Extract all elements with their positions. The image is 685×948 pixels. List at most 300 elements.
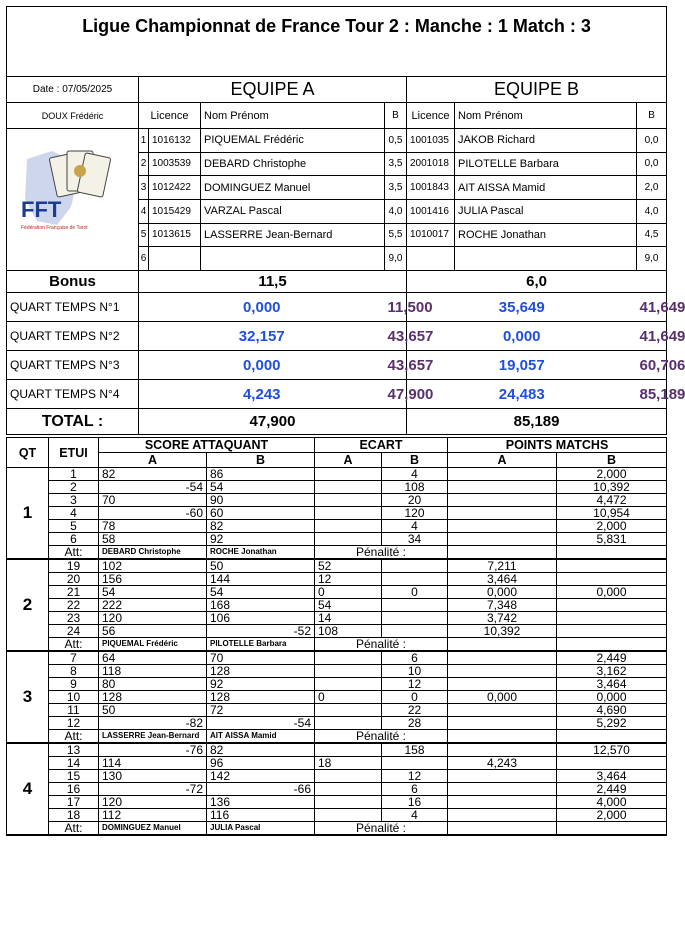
attacker-row: [7, 730, 667, 744]
ecart-b: [382, 559, 448, 573]
ecart-a: [315, 494, 382, 507]
score-a: 54: [99, 586, 207, 599]
team-a-quarter-points: 0,000: [139, 351, 385, 380]
game-row: [7, 704, 667, 717]
qt-header: QT: [7, 438, 49, 468]
ecart-a: 0: [315, 586, 382, 599]
points-b: 4,472: [557, 494, 667, 507]
attacker-row: [7, 638, 667, 652]
game-row: [7, 520, 667, 533]
score-b: 92: [207, 678, 315, 691]
etui-number: 5: [49, 520, 99, 533]
points-b: 2,449: [557, 783, 667, 796]
game-row: [7, 796, 667, 809]
attacker-row: [7, 822, 667, 836]
game-row: [7, 757, 667, 770]
etui-number: 1: [49, 468, 99, 481]
penalite-a: [448, 730, 557, 744]
team-a-quarter-cumulative: 43,657: [385, 351, 407, 380]
points-a: [448, 678, 557, 691]
team-b-player-licence: 1001843: [407, 176, 455, 200]
team-b-player-name: [455, 247, 637, 271]
points-b: 2,000: [557, 520, 667, 533]
game-row: [7, 770, 667, 783]
score-b: 144: [207, 573, 315, 586]
score-b: 60: [207, 507, 315, 520]
team-a-player-number: 6: [139, 247, 149, 271]
points-a: 0,000: [448, 691, 557, 704]
game-row: [7, 691, 667, 704]
score-sheet: [6, 6, 685, 836]
team-b-player-bonus: 0,0: [637, 152, 667, 176]
bonus-label: Bonus: [7, 271, 139, 293]
quarter-label: QUART TEMPS N°3: [7, 351, 139, 380]
score-b: 50: [207, 559, 315, 573]
penalite-label: Pénalité :: [315, 822, 448, 836]
ecart-b: 158: [382, 743, 448, 757]
etui-number: 14: [49, 757, 99, 770]
team-b-player-name: AIT AISSA Mamid: [455, 176, 637, 200]
score-b: 86: [207, 468, 315, 481]
penalite-a: [448, 822, 557, 836]
team-a-player-bonus: 3,5: [385, 176, 407, 200]
points-b: 3,162: [557, 665, 667, 678]
points-a: 3,464: [448, 573, 557, 586]
ecart-b: [382, 573, 448, 586]
points-a: 0,000: [448, 586, 557, 599]
match-date: Date : 07/05/2025: [7, 77, 139, 103]
score-a: 130: [99, 770, 207, 783]
card-figure-icon: [74, 165, 86, 177]
game-row: [7, 809, 667, 822]
game-row: [7, 612, 667, 625]
team-a-heading: EQUIPE A: [139, 77, 407, 103]
team-b-player-bonus: 4,5: [637, 223, 667, 247]
attacker-a: DEBARD Christophe: [99, 546, 207, 560]
score-a: -76: [99, 743, 207, 757]
team-a-quarter-points: 0,000: [139, 293, 385, 322]
team-b-quarter-cumulative: 41,649: [637, 293, 667, 322]
team-b-name-header: Nom Prénom: [455, 103, 637, 129]
team-a-quarter-cumulative: 11,500: [385, 293, 407, 322]
score-b: 82: [207, 743, 315, 757]
fft-letters: FFT: [21, 197, 62, 222]
team-a-total: 47,900: [139, 409, 407, 435]
points-a: [448, 481, 557, 494]
ecart-a: 52: [315, 559, 382, 573]
score-b: 168: [207, 599, 315, 612]
fft-logo: [7, 129, 139, 271]
points-a: [448, 494, 557, 507]
ecart-b: 4: [382, 809, 448, 822]
game-row: [7, 533, 667, 546]
ecart-b: 4: [382, 468, 448, 481]
points-b-header: B: [557, 453, 667, 468]
points-b: 12,570: [557, 743, 667, 757]
score-attaquant-header: SCORE ATTAQUANT: [99, 438, 315, 453]
penalite-a: [448, 546, 557, 560]
score-a: 118: [99, 665, 207, 678]
quarter-row: [7, 380, 667, 409]
ecart-a: [315, 481, 382, 494]
points-b: [557, 625, 667, 638]
game-row: [7, 468, 667, 481]
etui-number: 19: [49, 559, 99, 573]
team-a-player-licence: 1015429: [149, 199, 201, 223]
etui-number: 15: [49, 770, 99, 783]
total-label: TOTAL :: [7, 409, 139, 435]
score-a: 78: [99, 520, 207, 533]
ecart-b: [382, 599, 448, 612]
quarter-row: [7, 322, 667, 351]
score-b: 136: [207, 796, 315, 809]
points-b: [557, 599, 667, 612]
etui-number: 4: [49, 507, 99, 520]
attacker-a: PIQUEMAL Frédéric: [99, 638, 207, 652]
ecart-b: 34: [382, 533, 448, 546]
points-a: 4,243: [448, 757, 557, 770]
team-b-licence-header: Licence: [407, 103, 455, 129]
attacker-row: [7, 546, 667, 560]
points-b: 2,000: [557, 809, 667, 822]
team-b-quarter-points: 0,000: [407, 322, 637, 351]
etui-number: 7: [49, 651, 99, 665]
ecart-a: [315, 468, 382, 481]
team-a-player-licence: 1003539: [149, 152, 201, 176]
ecart-a: 18: [315, 757, 382, 770]
team-b-player-bonus: 9,0: [637, 247, 667, 271]
points-a: [448, 665, 557, 678]
team-a-player-name: VARZAL Pascal: [201, 199, 385, 223]
ecart-a: [315, 678, 382, 691]
att-label: Att:: [49, 730, 99, 744]
ecart-a: 14: [315, 612, 382, 625]
score-a: 120: [99, 796, 207, 809]
penalite-a: [448, 638, 557, 652]
game-row: [7, 717, 667, 730]
score-b: 54: [207, 481, 315, 494]
ecart-a: [315, 520, 382, 533]
points-b: [557, 573, 667, 586]
points-b: 3,464: [557, 678, 667, 691]
score-a: 156: [99, 573, 207, 586]
ecart-a: [315, 651, 382, 665]
score-a: 70: [99, 494, 207, 507]
team-b-quarter-cumulative: 60,706: [637, 351, 667, 380]
etui-number: 8: [49, 665, 99, 678]
etui-number: 6: [49, 533, 99, 546]
fft-logo-graphic: [7, 129, 139, 265]
game-row: [7, 783, 667, 796]
points-b: [557, 757, 667, 770]
etui-number: 16: [49, 783, 99, 796]
game-row: [7, 494, 667, 507]
points-a: [448, 520, 557, 533]
points-a: [448, 743, 557, 757]
team-b-quarter-points: 19,057: [407, 351, 637, 380]
quarter-number: 4: [7, 743, 49, 835]
team-b-player-name: JULIA Pascal: [455, 199, 637, 223]
ecart-a: [315, 507, 382, 520]
score-b: 54: [207, 586, 315, 599]
team-b-bonus: 6,0: [407, 271, 667, 293]
score-a: -82: [99, 717, 207, 730]
score-b: -54: [207, 717, 315, 730]
score-a: -54: [99, 481, 207, 494]
attacker-b: ROCHE Jonathan: [207, 546, 315, 560]
points-b: 0,000: [557, 691, 667, 704]
points-b: [557, 559, 667, 573]
ecart-a: 0: [315, 691, 382, 704]
etui-number: 20: [49, 573, 99, 586]
ecart-a-header: A: [315, 453, 382, 468]
points-a: 10,392: [448, 625, 557, 638]
points-b: 4,690: [557, 704, 667, 717]
etui-number: 9: [49, 678, 99, 691]
etui-number: 23: [49, 612, 99, 625]
ecart-b: [382, 612, 448, 625]
team-b-player-name: ROCHE Jonathan: [455, 223, 637, 247]
quarter-number: 3: [7, 651, 49, 743]
score-a: 222: [99, 599, 207, 612]
score-a: 114: [99, 757, 207, 770]
points-a: [448, 651, 557, 665]
team-a-player-bonus: 0,5: [385, 129, 407, 153]
ecart-b: 120: [382, 507, 448, 520]
match-summary-table: [6, 6, 685, 435]
attacker-b: PILOTELLE Barbara: [207, 638, 315, 652]
team-b-player-licence: 1010017: [407, 223, 455, 247]
game-row: [7, 599, 667, 612]
team-a-player-name: [201, 247, 385, 271]
game-row: [7, 573, 667, 586]
ecart-b: 0: [382, 691, 448, 704]
ecart-a: [315, 704, 382, 717]
ecart-b-header: B: [382, 453, 448, 468]
points-a: [448, 704, 557, 717]
team-b-player-bonus: 0,0: [637, 129, 667, 153]
etui-header: ETUI: [49, 438, 99, 468]
team-b-total: 85,189: [407, 409, 667, 435]
team-a-player-name: DOMINGUEZ Manuel: [201, 176, 385, 200]
points-a: 7,211: [448, 559, 557, 573]
ecart-b: 6: [382, 783, 448, 796]
score-a: 120: [99, 612, 207, 625]
points-a: [448, 783, 557, 796]
game-row: [7, 559, 667, 573]
ecart-a: 12: [315, 573, 382, 586]
ecart-b: 4: [382, 520, 448, 533]
team-a-player-licence: [149, 247, 201, 271]
attacker-b: AIT AISSA Mamid: [207, 730, 315, 744]
etui-number: 12: [49, 717, 99, 730]
team-a-player-bonus: 4,0: [385, 199, 407, 223]
ecart-a: [315, 665, 382, 678]
quarter-label: QUART TEMPS N°1: [7, 293, 139, 322]
points-b: 2,449: [557, 651, 667, 665]
penalite-label: Pénalité :: [315, 546, 448, 560]
etui-number: 17: [49, 796, 99, 809]
penalite-b: [557, 546, 667, 560]
score-b: 92: [207, 533, 315, 546]
quarter-row: [7, 351, 667, 380]
score-a: 64: [99, 651, 207, 665]
score-b: 82: [207, 520, 315, 533]
game-row: [7, 651, 667, 665]
team-a-player-licence: 1013615: [149, 223, 201, 247]
score-a: 50: [99, 704, 207, 717]
points-a: [448, 507, 557, 520]
ecart-a: [315, 717, 382, 730]
team-b-player-licence: 2001018: [407, 152, 455, 176]
game-row: [7, 625, 667, 638]
ecart-b: 0: [382, 586, 448, 599]
points-a: [448, 717, 557, 730]
ecart-a: [315, 743, 382, 757]
page-title: Ligue Championnat de France Tour 2 : Manche : 1 Match : 3: [7, 7, 667, 77]
team-a-player-bonus: 5,5: [385, 223, 407, 247]
penalite-label: Pénalité :: [315, 730, 448, 744]
etui-number: 13: [49, 743, 99, 757]
ecart-b: 16: [382, 796, 448, 809]
score-a: -60: [99, 507, 207, 520]
score-b: 70: [207, 651, 315, 665]
points-matchs-header: POINTS MATCHS: [448, 438, 667, 453]
points-b: 2,000: [557, 468, 667, 481]
ecart-b: [382, 625, 448, 638]
ecart-b: 12: [382, 770, 448, 783]
game-row: [7, 586, 667, 599]
points-a: [448, 796, 557, 809]
team-a-player-name: LASSERRE Jean-Bernard: [201, 223, 385, 247]
game-row: [7, 507, 667, 520]
score-a-header: A: [99, 453, 207, 468]
etui-number: 3: [49, 494, 99, 507]
game-row: [7, 743, 667, 757]
quarter-row: [7, 293, 667, 322]
team-b-quarter-cumulative: 41,649: [637, 322, 667, 351]
score-b: -66: [207, 783, 315, 796]
points-a: 3,742: [448, 612, 557, 625]
points-a: 7,348: [448, 599, 557, 612]
team-b-b-header: B: [637, 103, 667, 129]
points-a: [448, 809, 557, 822]
team-b-player-bonus: 2,0: [637, 176, 667, 200]
ecart-a: [315, 770, 382, 783]
quarter-label: QUART TEMPS N°4: [7, 380, 139, 409]
team-a-quarter-points: 32,157: [139, 322, 385, 351]
ecart-b: 20: [382, 494, 448, 507]
score-a: 58: [99, 533, 207, 546]
points-b: 3,464: [557, 770, 667, 783]
fft-caption: Fédération Française de Tarot: [21, 225, 88, 231]
team-a-quarter-points: 4,243: [139, 380, 385, 409]
team-b-player-name: JAKOB Richard: [455, 129, 637, 153]
points-b: 5,831: [557, 533, 667, 546]
team-a-player-name: DEBARD Christophe: [201, 152, 385, 176]
score-a: 128: [99, 691, 207, 704]
team-b-quarter-cumulative: 85,189: [637, 380, 667, 409]
ecart-a: [315, 809, 382, 822]
points-a-header: A: [448, 453, 557, 468]
team-a-player-number: 4: [139, 199, 149, 223]
score-a: 80: [99, 678, 207, 691]
game-row: [7, 678, 667, 691]
score-a: 82: [99, 468, 207, 481]
score-b: 90: [207, 494, 315, 507]
team-a-quarter-cumulative: 43,657: [385, 322, 407, 351]
game-detail-table: [6, 437, 667, 836]
attacker-b: JULIA Pascal: [207, 822, 315, 836]
score-b: 142: [207, 770, 315, 783]
score-b: 128: [207, 665, 315, 678]
penalite-b: [557, 822, 667, 836]
team-a-player-bonus: 9,0: [385, 247, 407, 271]
etui-number: 18: [49, 809, 99, 822]
score-b: 128: [207, 691, 315, 704]
points-b: 10,954: [557, 507, 667, 520]
etui-number: 24: [49, 625, 99, 638]
team-a-player-licence: 1016132: [149, 129, 201, 153]
ecart-a: 108: [315, 625, 382, 638]
referee-name: DOUX Frédéric: [7, 103, 139, 129]
penalite-b: [557, 638, 667, 652]
ecart-b: 28: [382, 717, 448, 730]
ecart-a: [315, 783, 382, 796]
ecart-a: 54: [315, 599, 382, 612]
points-b: 5,292: [557, 717, 667, 730]
points-b: 0,000: [557, 586, 667, 599]
ecart-header: ECART: [315, 438, 448, 453]
points-a: [448, 468, 557, 481]
ecart-b: 22: [382, 704, 448, 717]
points-a: [448, 770, 557, 783]
team-a-licence-header: Licence: [139, 103, 201, 129]
score-a: 56: [99, 625, 207, 638]
points-b: 10,392: [557, 481, 667, 494]
points-b: 4,000: [557, 796, 667, 809]
game-row: [7, 665, 667, 678]
quarter-number: 2: [7, 559, 49, 651]
att-label: Att:: [49, 638, 99, 652]
team-a-player-number: 1: [139, 129, 149, 153]
team-b-quarter-points: 24,483: [407, 380, 637, 409]
attacker-a: DOMINGUEZ Manuel: [99, 822, 207, 836]
attacker-a: LASSERRE Jean-Bernard: [99, 730, 207, 744]
team-a-name-header: Nom Prénom: [201, 103, 385, 129]
score-b: 116: [207, 809, 315, 822]
team-b-player-bonus: 4,0: [637, 199, 667, 223]
penalite-b: [557, 730, 667, 744]
team-a-player-number: 2: [139, 152, 149, 176]
ecart-a: [315, 533, 382, 546]
etui-number: 11: [49, 704, 99, 717]
team-a-player-licence: 1012422: [149, 176, 201, 200]
score-b: -52: [207, 625, 315, 638]
penalite-label: Pénalité :: [315, 638, 448, 652]
etui-number: 21: [49, 586, 99, 599]
team-b-player-licence: 1001035: [407, 129, 455, 153]
team-b-heading: EQUIPE B: [407, 77, 667, 103]
team-a-bonus: 11,5: [139, 271, 407, 293]
team-a-b-header: B: [385, 103, 407, 129]
team-a-player-number: 5: [139, 223, 149, 247]
team-a-quarter-cumulative: 47,900: [385, 380, 407, 409]
etui-number: 22: [49, 599, 99, 612]
score-a: 102: [99, 559, 207, 573]
quarter-number: 1: [7, 468, 49, 560]
ecart-a: [315, 796, 382, 809]
